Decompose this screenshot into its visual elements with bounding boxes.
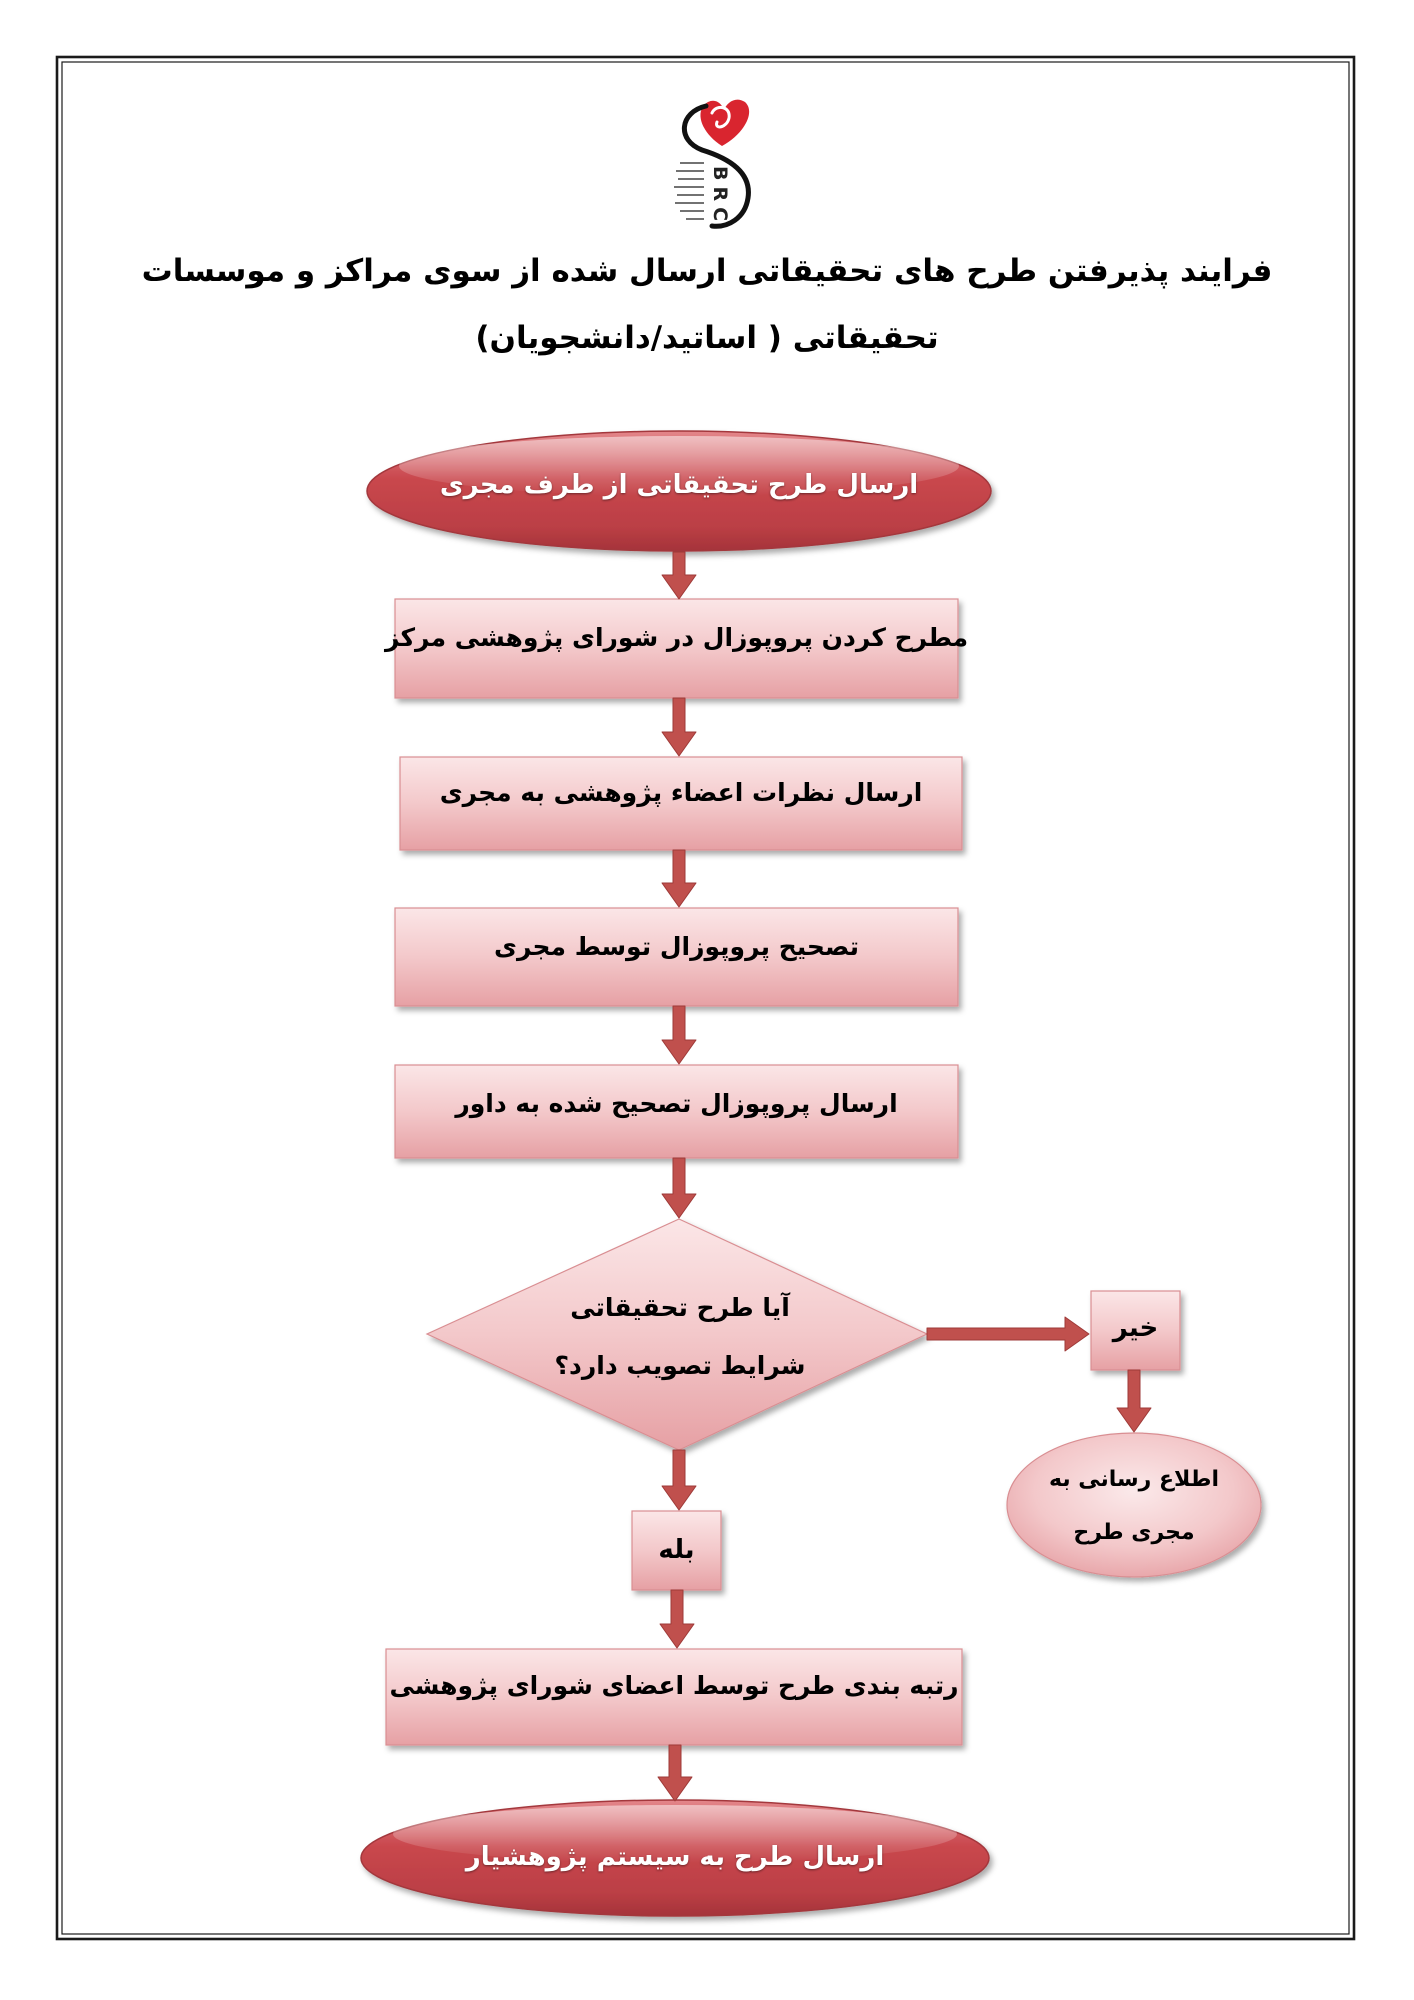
arrow-decision-to-yes <box>662 1450 696 1510</box>
no-branch-label: خیر <box>1112 1312 1159 1343</box>
arrow-ranking-to-end <box>658 1745 692 1801</box>
step-2-label: ارسال نظرات اعضاء پژوهشی به مجری <box>439 778 923 808</box>
arrow-step-3-to-step-4 <box>662 1006 696 1064</box>
ranking-step-label: رتبه بندی طرح توسط اعضای شورای پژوهشی <box>389 1671 959 1701</box>
start-terminal-label: ارسال طرح تحقیقاتی از طرف مجری <box>439 469 919 500</box>
arrow-decision-to-no <box>927 1317 1089 1351</box>
document-title-line-1: فرایند پذیرفتن طرح های تحقیقاتی ارسال شده از سوی مراکز و موسسات <box>141 252 1273 289</box>
arrow-step-2-to-step-3 <box>662 850 696 907</box>
end-terminal-label: ارسال طرح به سیستم پژوهشیار <box>465 1841 885 1872</box>
step-4-label: ارسال پروپوزال تصحیح شده به داور <box>455 1089 898 1119</box>
no-outcome-terminal <box>1007 1433 1261 1577</box>
arrow-yes-to-ranking <box>660 1590 694 1648</box>
step-1-label: مطرح کردن پروپوزال در شورای پژوهشی مرکز <box>384 623 969 653</box>
arrow-no-to-outcome <box>1117 1370 1151 1432</box>
no-outcome-label-line-2: مجری طرح <box>1073 1520 1195 1546</box>
logo-letters: BRC <box>709 166 731 228</box>
logo <box>674 100 749 227</box>
document-title-line-2: تحقیقاتی ( اساتید/دانشجویان) <box>475 319 939 356</box>
decision-label-line-2: شرایط تصویب دارد؟ <box>554 1351 806 1381</box>
arrow-start-to-step-1 <box>662 552 696 599</box>
decision-diamond <box>427 1219 927 1450</box>
arrow-step-4-to-decision <box>662 1158 696 1218</box>
step-3-label: تصحیح پروپوزال توسط مجری <box>494 932 859 962</box>
decision-label-line-1: آیا طرح تحقیقاتی <box>570 1293 790 1323</box>
no-outcome-label-line-1: اطلاع رسانی به <box>1049 1467 1219 1493</box>
yes-branch-label: بله <box>658 1534 695 1565</box>
logo-small-text-lines <box>674 163 704 219</box>
arrow-step-1-to-step-2 <box>662 698 696 756</box>
